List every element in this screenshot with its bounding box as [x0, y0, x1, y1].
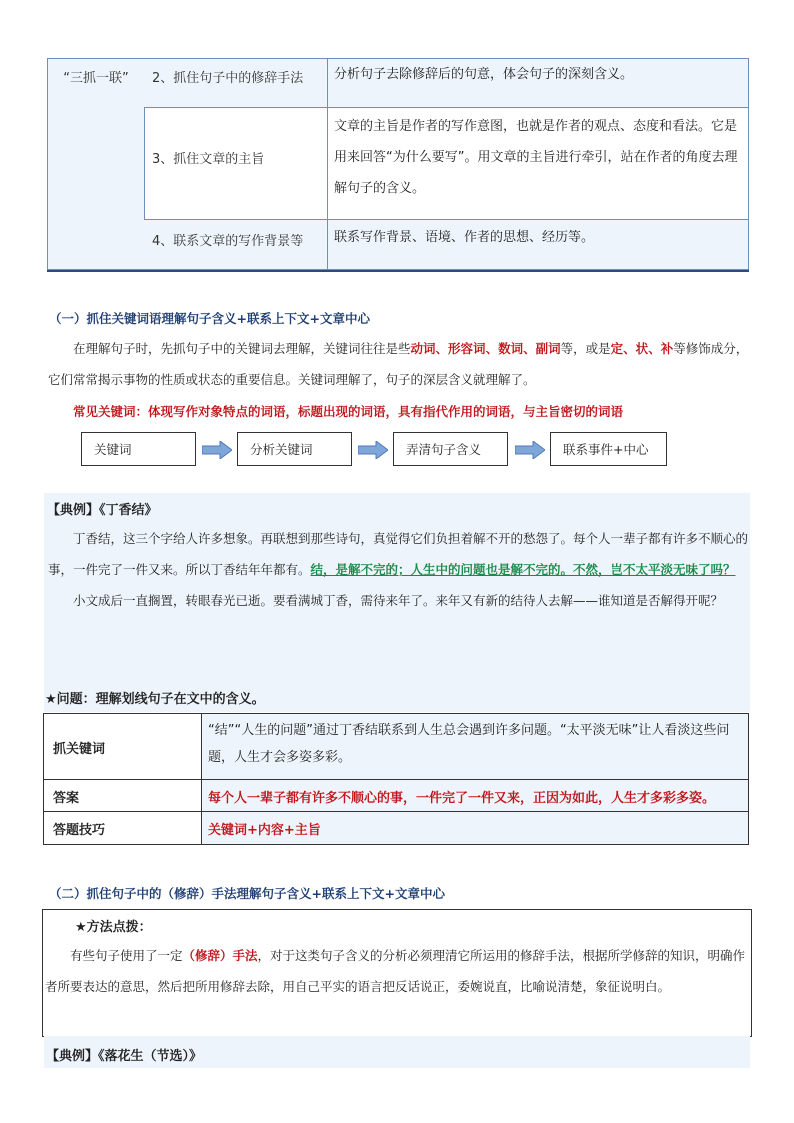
method-title: ★方法点拨： [75, 920, 152, 935]
method-desc: 文章的主旨是作者的写作意图，也就是作者的观点、态度和看法。它是用来回答“为什么要写”。用文章的主旨进行牵引，站在作者的角度去理解句子的含义。 [334, 119, 738, 196]
section-heading-1: （一）抓住关键词语理解句子含义+联系上下文+文章中心 [49, 311, 370, 326]
table-row [144, 108, 748, 220]
method-box [42, 909, 752, 1037]
question-text: ★问题：理解划线句子在文中的含义。 [45, 692, 265, 707]
method-table-label: “三抓一联” [63, 71, 129, 86]
row-key: 答题技巧 [53, 823, 106, 838]
method-desc: 分析句子去除修辞后的句意，体会句子的深刻含义。 [334, 67, 634, 82]
flow-step-2: 分析关键词 [237, 432, 352, 466]
method-name: 3、抓住文章的主旨 [152, 152, 265, 167]
method-desc: 联系写作背景、语境、作者的思想、经历等。 [334, 230, 595, 245]
flow-arrow-icon [202, 441, 232, 459]
example-paragraph-1: 丁香结，这三个字给人许多想象。再联想到那些诗句，真觉得它们负担着解不开的愁怨了。每个人一辈子都有许多不顺心的事，一件完了一件又来。所以丁香结年年都有。结，是解不完的；人生中的问题也是解不完的。不然，岂不太平淡无味了吗？ [48, 531, 749, 577]
flow-arrow-icon [358, 441, 388, 459]
flow-arrow-icon [515, 441, 545, 459]
row-value: “结”“人生的问题”通过丁香结联系到人生总会遇到许多问题。“太平淡无味”让人看淡这些问题，人生才会多姿多彩。 [208, 723, 730, 765]
table-row [44, 812, 748, 844]
example-panel-2 [44, 1036, 750, 1068]
keyword-adv: 副词 [535, 341, 561, 356]
keyword-zhuang: 状 [635, 341, 649, 356]
example-title-2: 【典例】《落花生（节选）》 [46, 1049, 203, 1064]
keyword-num: 数词 [498, 341, 524, 356]
section1-intro [48, 333, 750, 395]
method-name: 2、抓住句子中的修辞手法 [152, 71, 304, 86]
method-table [47, 58, 749, 270]
example-title: 【典例】《丁香结》 [47, 503, 158, 518]
example-text [48, 523, 748, 616]
underlined-sentence: 结，是解不完的；人生中的问题也是解不完的。不然，岂不太平淡无味了吗？ [310, 562, 736, 577]
keyword-ding: 定 [610, 341, 624, 356]
table-row [144, 220, 748, 269]
flow-step-4: 联系事件+中心 [550, 432, 667, 466]
keyword-verb: 动词 [410, 341, 436, 356]
method-table-label-cell [48, 59, 145, 269]
method-highlight: （修辞）手法 [182, 948, 258, 963]
row-key: 抓关键词 [53, 742, 106, 757]
analysis-table [43, 713, 749, 845]
keyword-adj: 形容词 [448, 341, 486, 356]
intro-paragraph: 在理解句子时，先抓句子中的关键词去理解，关键词往往是些动词、形容词、数词、副词等，或是定、状、补等修饰成分，它们常常揭示事物的性质或状态的重要信息。关键词理解了，句子的深层含义就理解了。 [48, 341, 749, 387]
answer-value: 每个人一辈子都有许多不顺心的事，一件完了一件又来，正因为如此，人生才多彩多姿。 [208, 791, 716, 806]
method-name: 4、联系文章的写作背景等 [152, 234, 304, 249]
example-paragraph-2: 小文成后一直搁置，转眼春光已逝。要看满城丁香，需待来年了。来年又有新的结待人去解——谁知道是否解得开呢？ [73, 593, 724, 608]
row-key: 答案 [53, 791, 80, 806]
table-row [44, 780, 748, 812]
common-keywords: 常见关键词：体现写作对象特点的词语，标题出现的词语，具有指代作用的词语，与主旨密切的词语 [73, 404, 624, 419]
keyword-bu: 补 [660, 341, 674, 356]
table-row [144, 59, 748, 108]
method-text [45, 940, 747, 1002]
table-row [44, 714, 748, 780]
example-panel [44, 493, 750, 712]
flow-step-1: 关键词 [81, 432, 196, 466]
method-paragraph: 有些句子使用了一定（修辞）手法，对于这类句子含义的分析必须理清它所运用的修辞手法，根据所学修辞的知识，明确作者所要表达的意思，然后把所用修辞去除，用自己平实的语言把反话说正，委婉说直，比喻说清楚，象征说明白。 [45, 948, 746, 994]
technique-value: 关键词+内容+主旨 [208, 823, 321, 838]
flow-step-3: 弄清句子含义 [393, 432, 508, 466]
section-heading-2: （二）抓住句子中的（修辞）手法理解句子含义+联系上下文+文章中心 [49, 886, 445, 901]
